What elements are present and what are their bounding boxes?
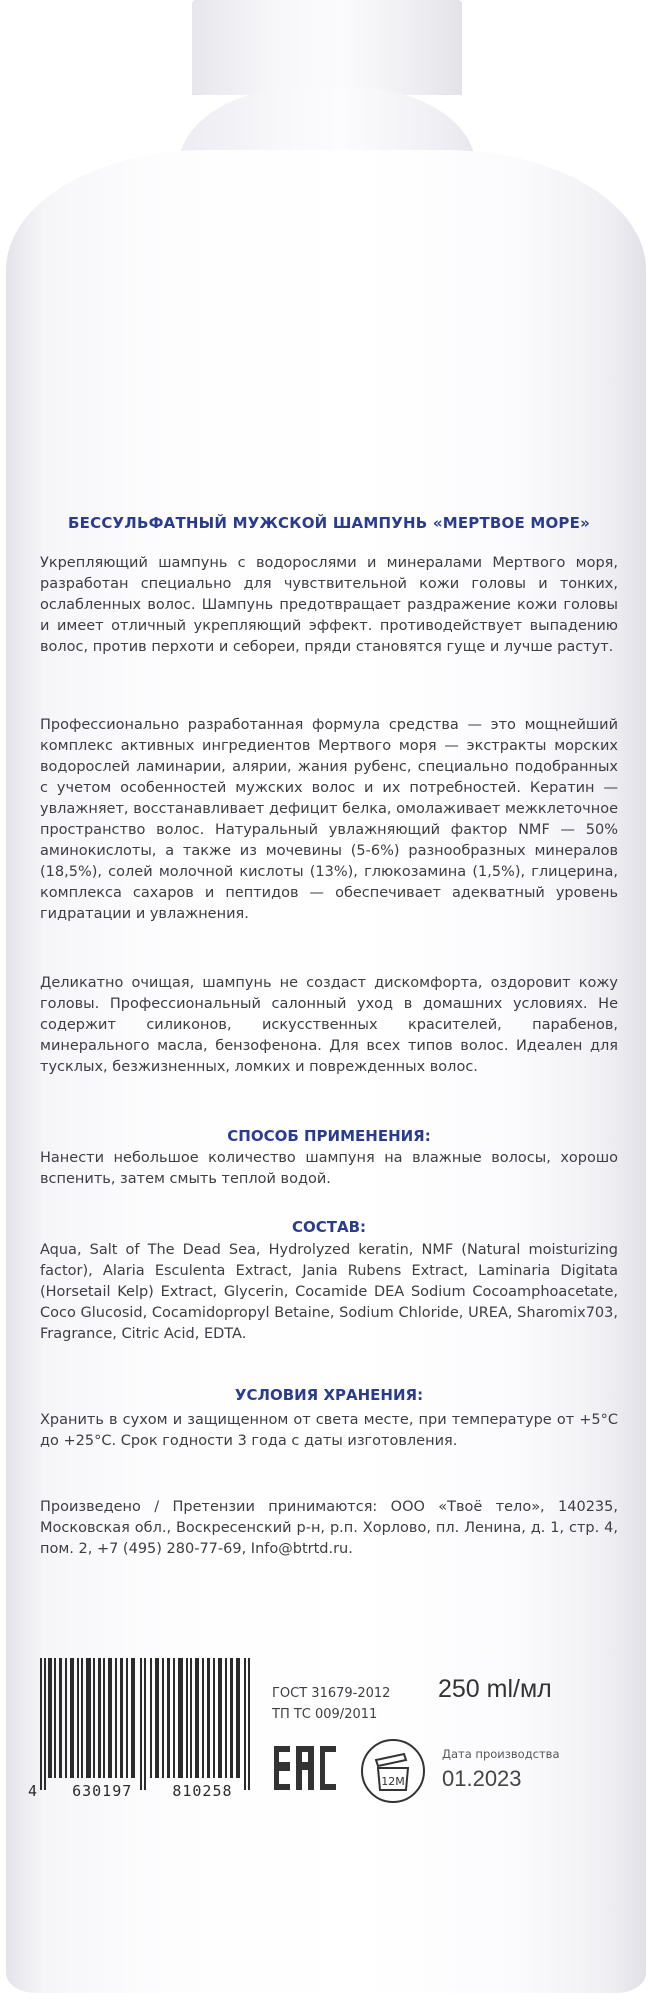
volume: 250 ml/мл: [438, 1675, 552, 1703]
barcode-group-2: 810258: [172, 1782, 233, 1800]
barcode-group-1: 630197: [72, 1782, 133, 1800]
pao-jar-icon: [360, 1738, 426, 1804]
product-title: БЕССУЛЬФАТНЫЙ МУЖСКОЙ ШАМПУНЬ «МЕРТВОЕ МОРЕ»: [68, 514, 590, 532]
description-paragraph-3: Деликатно очищая, шампунь не создаст дискомфорта, оздоровит кожу головы. Профессиональный салонный уход в домашних условиях. Не содержит силиконов, искусственных красителей, парабенов, минерального масла, бензофенона. Для всех типов волос. Идеален для тусклых, безжизненных, ломких и поврежденных волос.: [40, 975, 618, 1075]
bottle-cap: [192, 0, 462, 95]
description-paragraph-2: Профессионально разработанная формула средства — это мощнейший комплекс активных ингредиентов Мертвого моря — экстракты морских водорослей ламинарии, алярии, жания рубенс, специально подобранных с учетом особенностей мужских волос и их потребностей. Кератин — увлажняет, восстанавливает дефицит белка, омолаживает межклеточное пространство волос. Натуральный увлажняющий фактор NMF — 50% аминокислоты, а также из мочевины (5-6%) разнообразных минералов (18,5%), солей молочной кислоты (13%), глюкозамина (1,5%), глицерина, комплекса сахаров и пептидов — обеспечивает адекватный уровень гидратации и увлажнения.: [40, 717, 618, 922]
usage-text: Нанести небольшое количество шампуня на влажные волосы, хорошо вспенить, затем смыть теплой водой.: [40, 1150, 618, 1187]
gost-line: ГОСТ 31679-2012: [272, 1686, 391, 1701]
storage-heading: УСЛОВИЯ ХРАНЕНИЯ:: [234, 1386, 424, 1404]
barcode-digits: [28, 1782, 233, 1800]
storage-text: Хранить в сухом и защищенном от света месте, при температуре от +5°C до +25°C. Срок годности 3 года с даты изготовления.: [40, 1412, 618, 1449]
pao-label: 12M: [381, 1775, 405, 1788]
composition-text: Aqua, Salt of The Dead Sea, Hydrolyzed keratin, NMF (Natural moisturizing factor), Alaria Esculenta Extract, Jania Rubens Extract, Laminaria Digitata (Horsetail Kelp) Extract, Glycerin, Cocamide DEA Sodium Cocoamphoacetate, Coco Glucosid, Cocamidopropyl Betaine, Sodium Chloride, UREA, Sharomix703, Fragrance, Citric Acid, EDTA.: [40, 1242, 618, 1342]
barcode: [40, 1658, 254, 1790]
tr-ts-line: ТП ТС 009/2011: [272, 1707, 378, 1722]
usage-heading: СПОСОБ ПРИМЕНЕНИЯ:: [227, 1127, 431, 1145]
description-paragraph-1: Укрепляющий шампунь с водорослями и минералами Мертвого моря, разработан специально для чувствительной кожи головы и тонких, ослабленных волос. Шампунь предотвращает раздражение кожи головы и имеет отличный укрепляющий эффект. противодействует выпадению волос, против перхоти и себореи, пряди становятся гуще и лучше растут.: [40, 555, 618, 655]
standards-info: [272, 1683, 390, 1725]
production-date: 01.2023: [442, 1766, 522, 1791]
composition-heading: СОСТАВ:: [291, 1218, 367, 1236]
eac-mark-icon: [272, 1742, 338, 1794]
barcode-lead-digit: 4: [28, 1782, 39, 1800]
manufacturer-info: Произведено / Претензии принимаются: ООО «Твоё тело», 140235, Московская обл., Воскресенский р-н, р.п. Хорлово, пл. Ленина, д. 1, стр. 4, пом. 2, +7 (495) 280-77-69, Info@btrtd.ru.: [40, 1499, 618, 1557]
production-date-label: Дата производства: [442, 1747, 560, 1761]
